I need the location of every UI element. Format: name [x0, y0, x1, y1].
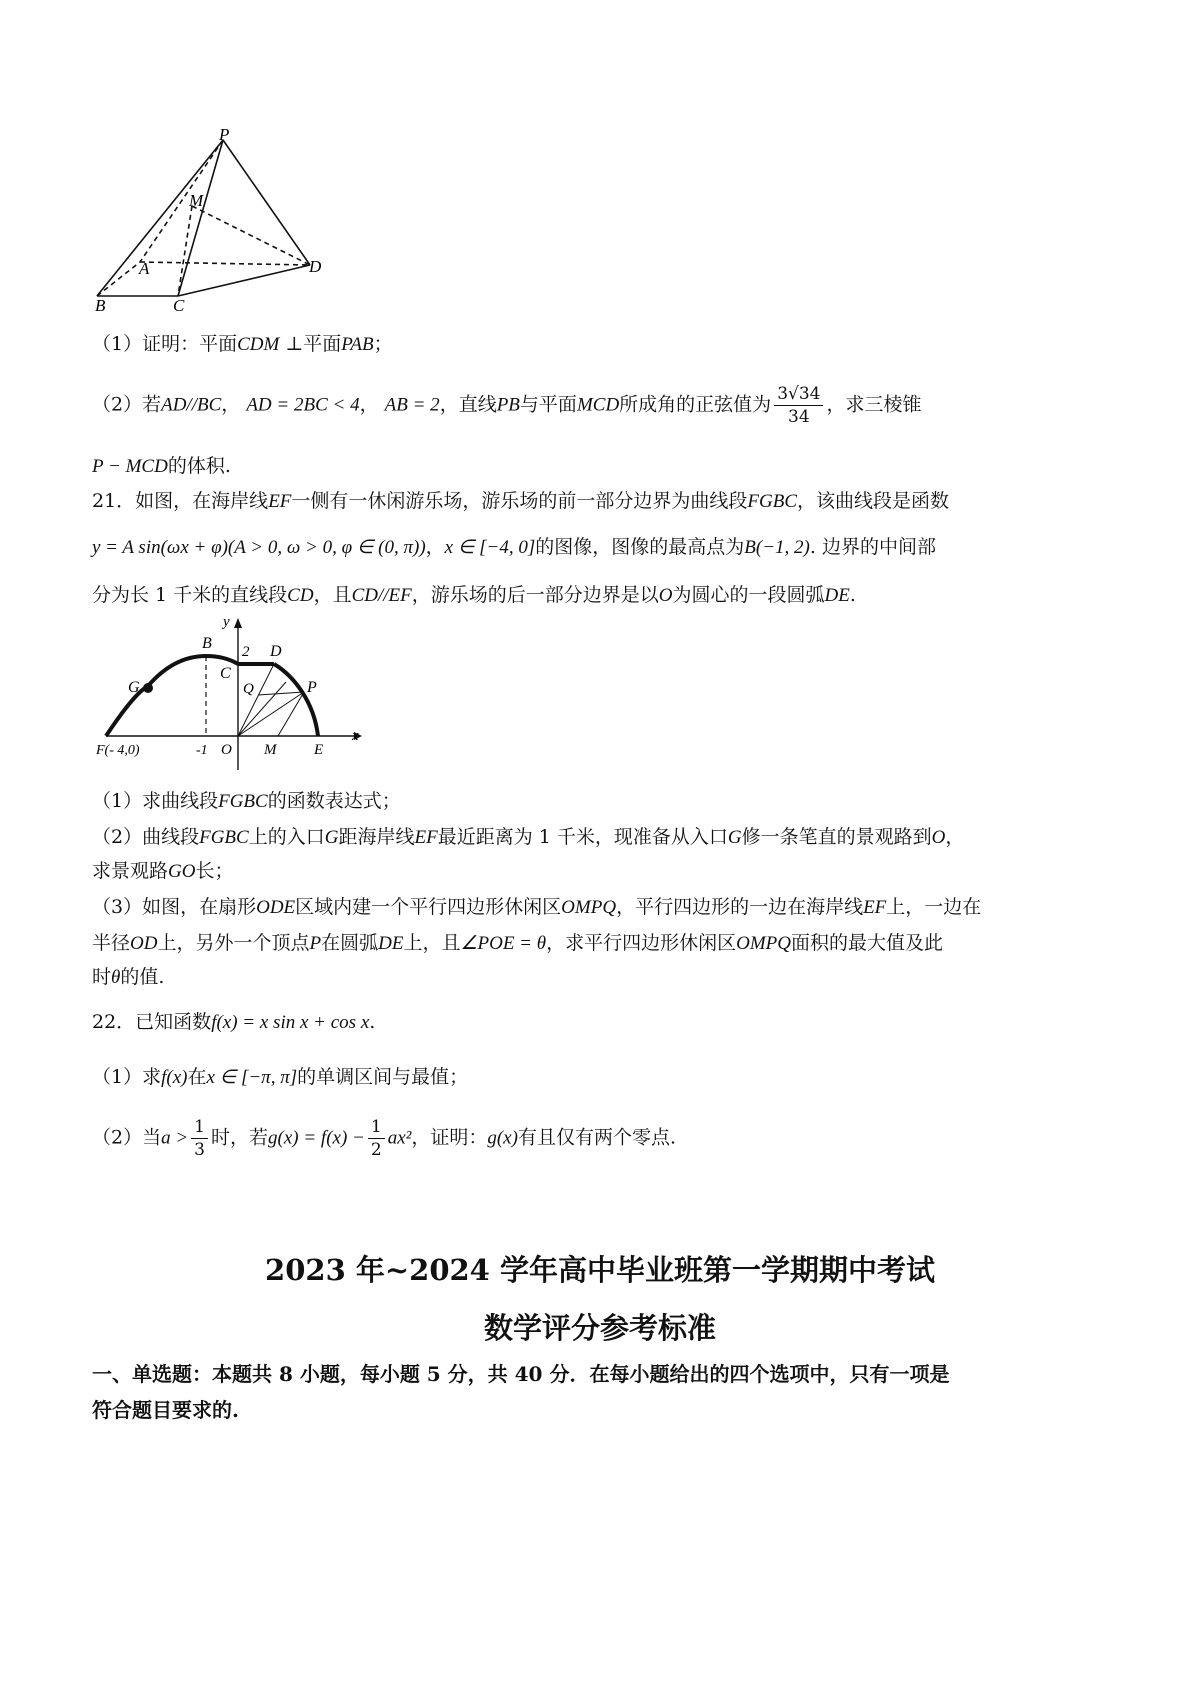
pyramid-figure	[85, 128, 345, 318]
label-m: M	[264, 742, 277, 758]
segment-mp	[278, 692, 304, 736]
label-c: C	[220, 665, 231, 682]
answer-title: 2023 年~2024 学年高中毕业班第一学期期中考试	[265, 1253, 935, 1287]
q20-part1: （1）证明：平面CDM ⊥平面PAB；	[92, 333, 393, 355]
q21-part2: （2）曲线段FGBC上的入口G距海岸线EF最近距离为 1 千米，现准备从入口G修一条笔直的景观路到O，	[92, 826, 965, 848]
q21-line2: y = A sin(ωx + φ)(A > 0, ω > 0, φ ∈ (0, π))，x ∈ [−4, 0]的图像，图像的最高点为B(−1, 2). 边界的中间部	[92, 536, 936, 558]
q21-line1: 21．如图，在海岸线EF一侧有一休闲游乐场，游乐场的前一部分边界为曲线段FGBC，该曲线段是函数	[92, 490, 950, 512]
edge-cd	[178, 265, 310, 296]
segment-qp	[258, 692, 304, 695]
label-m: M	[189, 191, 204, 210]
fraction-one-third: $\frac{1}{3}$	[191, 1116, 208, 1161]
q20-part2: （2）若AD//BC， AD = 2BC < 4， AB = 2，直线PB与平面MCD所成角的正弦值为 $\frac{3√34}{34}$ ，求三棱锥	[92, 384, 922, 427]
q21-part3: （3）如图，在扇形ODE区域内建一个平行四边形休闲区OMPQ，平行四边形的一边在海岸线EF上，一边在	[92, 896, 982, 918]
label-o: O	[221, 742, 232, 758]
label-d: D	[309, 257, 322, 276]
point-g	[143, 683, 153, 693]
edge-pd	[223, 140, 310, 265]
q21-part3-end: 时θ的值.	[92, 966, 165, 988]
label-b: B	[95, 296, 106, 315]
q21-part1: （1）求曲线段FGBC的函数表达式；	[92, 790, 401, 812]
edge-mc	[178, 206, 192, 296]
edge-pa	[140, 140, 223, 262]
label-x: x	[352, 728, 359, 744]
label-p: P	[307, 679, 317, 696]
label-b: B	[202, 635, 212, 652]
label-neg1: -1	[196, 743, 208, 758]
label-p: P	[219, 128, 230, 144]
q20-part2-cont: P − MCD的体积.	[92, 455, 231, 477]
label-y: y	[223, 614, 230, 630]
label-d: D	[270, 643, 282, 660]
q21-part2-cont: 求景观路GO长；	[92, 860, 234, 882]
y-arrow	[234, 618, 242, 628]
edge-md	[192, 206, 310, 265]
edge-pb	[97, 140, 223, 296]
edge-ab	[97, 262, 140, 296]
answer-subtitle: 数学评分参考标准	[483, 1311, 716, 1345]
label-a: A	[139, 259, 150, 278]
segment-od	[238, 664, 274, 736]
q21-line3: 分为长 1 千米的直线段CD，且CD//EF，游乐场的后一部分边界是以O为圆心的一段圆弧DE.	[92, 584, 856, 606]
q22-part1: （1）求f(x)在x ∈ [−π, π]的单调区间与最值；	[92, 1066, 469, 1088]
fraction-one-half: $\frac{1}{2}$	[368, 1116, 385, 1161]
label-q: Q	[243, 681, 254, 697]
label-f: F(- 4,0)	[96, 743, 140, 758]
section1-heading-line1: 一、单选题：本题共 8 小题，每小题 5 分，共 40 分．在每小题给出的四个选项中，只有一项是	[92, 1362, 950, 1386]
label-2: 2	[242, 644, 250, 660]
arc-de	[274, 664, 318, 736]
section1-heading-line2: 符合题目要求的.	[92, 1398, 239, 1422]
edge-ad	[140, 262, 310, 265]
label-g: G	[128, 679, 140, 696]
q22-part2: （2）当a > $\frac{1}{3}$ 时，若g(x) = f(x) − $\frac{1}{2}$ ax²，证明：g(x)有且仅有两个零点.	[92, 1117, 676, 1160]
q22-stem: 22．已知函数f(x) = x sin x + cos x.	[92, 1011, 376, 1033]
curve-fgbc	[106, 656, 238, 736]
label-c: C	[173, 296, 185, 315]
park-boundary-figure	[92, 612, 372, 777]
label-e: E	[314, 742, 324, 758]
sine-fraction: $\frac{3√34}{34}$	[774, 383, 823, 428]
q21-part3-cont: 半径OD上，另外一个顶点P在圆弧DE上，且∠POE = θ，求平行四边形休闲区OMPQ面积的最大值及此	[92, 932, 943, 954]
